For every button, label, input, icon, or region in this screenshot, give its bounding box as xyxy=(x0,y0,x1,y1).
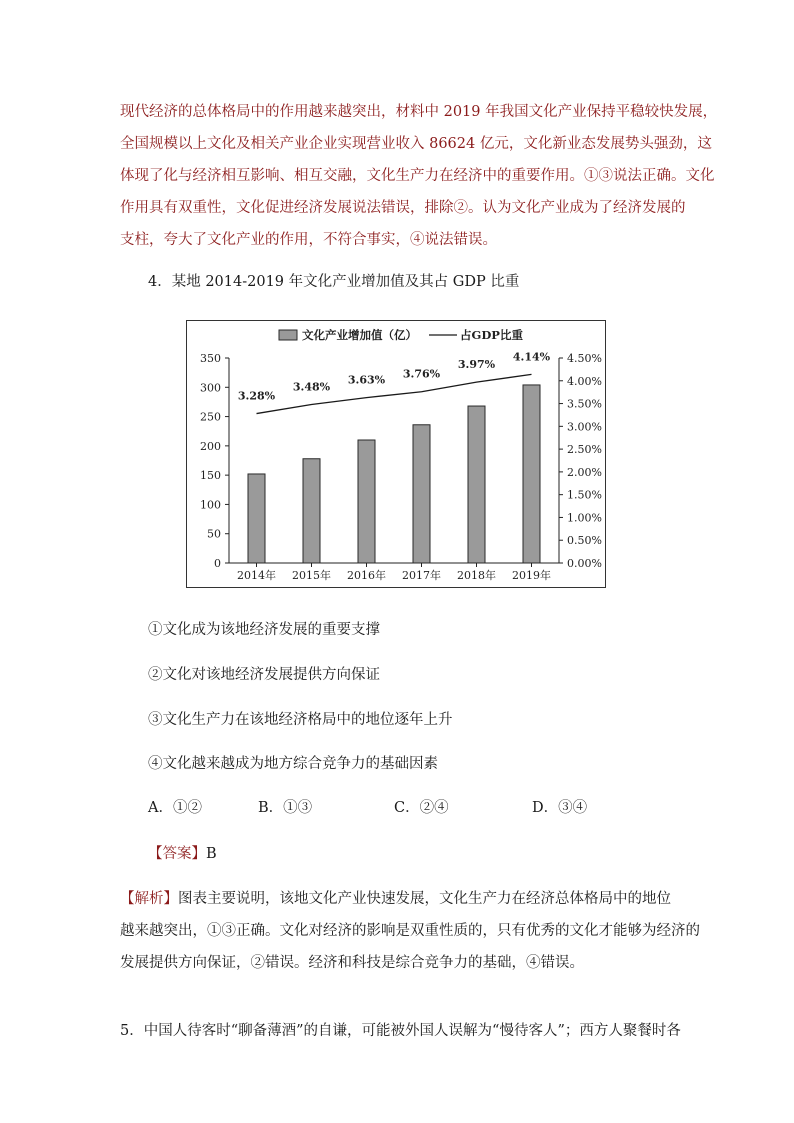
right-tick-label: 2.50% xyxy=(567,443,602,457)
analysis-line: 图表主要说明，该地文化产业快速发展，文化生产力在经济总体格局中的地位 xyxy=(178,891,671,907)
data-label: 3.28% xyxy=(237,389,276,403)
x-tick-label: 2019年 xyxy=(512,569,551,582)
intro-line: 支柱，夸大了文化产业的作用，不符合事实，④说法错误。 xyxy=(120,232,497,248)
right-tick-label: 1.00% xyxy=(567,511,602,525)
analysis-tag: 【解析】 xyxy=(120,891,178,907)
option-3: ③文化生产力在该地经济格局中的地位逐年上升 xyxy=(148,712,453,728)
answer-choices xyxy=(148,796,668,820)
data-label: 3.48% xyxy=(292,380,331,394)
option-4: ④文化越来越成为地方综合竞争力的基础因素 xyxy=(148,756,438,772)
x-tick-label: 2015年 xyxy=(292,569,331,582)
right-tick-label: 0.00% xyxy=(567,557,602,570)
analysis-line: 发展提供方向保证，②错误。经济和科技是综合竞争力的基础，④错误。 xyxy=(120,955,584,971)
analysis-paragraph xyxy=(120,883,700,979)
left-tick-label: 250 xyxy=(200,410,221,424)
data-label: 3.97% xyxy=(457,358,496,372)
left-tick-label: 50 xyxy=(207,527,221,541)
intro-paragraph xyxy=(120,96,718,256)
left-tick-label: 200 xyxy=(200,439,221,453)
bar xyxy=(358,440,375,563)
question-4-title: 4．某地 2014-2019 年文化产业增加值及其占 GDP 比重 xyxy=(148,274,520,290)
x-tick-label: 2016年 xyxy=(347,569,386,582)
answer-tag: 【答案】 xyxy=(148,846,206,862)
bar xyxy=(303,459,320,563)
x-tick-label: 2017年 xyxy=(402,569,441,582)
data-label: 3.76% xyxy=(402,367,441,381)
intro-line: 全国规模以上文化及相关产业企业实现营业收入 86624 亿元，文化新业态发展势头强劲，这 xyxy=(120,136,712,152)
left-tick-label: 0 xyxy=(214,557,221,570)
question-5-text: 5．中国人待客时“聊备薄酒”的自谦，可能被外国人误解为“慢待客人”；西方人聚餐时各 xyxy=(120,1023,681,1039)
x-tick-label: 2018年 xyxy=(457,569,496,582)
choice-b[interactable]: B．①③ xyxy=(258,800,313,816)
legend-line-label: 占GDP比重 xyxy=(460,328,523,342)
right-tick-label: 4.00% xyxy=(567,374,602,388)
choice-a[interactable]: A．①② xyxy=(148,800,202,816)
right-tick-label: 4.50% xyxy=(567,352,602,365)
answer-value: B xyxy=(206,846,217,862)
bar xyxy=(523,385,540,563)
left-tick-label: 350 xyxy=(200,352,221,365)
chart-svg xyxy=(187,321,607,589)
legend-bar-swatch xyxy=(279,330,297,340)
x-tick-label: 2014年 xyxy=(237,569,276,582)
choice-c[interactable]: C．②④ xyxy=(394,800,449,816)
option-1: ①文化成为该地经济发展的重要支撑 xyxy=(148,622,380,638)
right-tick-label: 2.00% xyxy=(567,465,602,479)
intro-line: 现代经济的总体格局中的作用越来越突出，材料中 2019 年我国文化产业保持平稳较快发展， xyxy=(120,104,718,120)
right-tick-label: 3.50% xyxy=(567,397,602,411)
right-tick-label: 3.00% xyxy=(567,420,602,434)
legend-bar-label: 文化产业增加值（亿） xyxy=(302,328,417,342)
choice-d[interactable]: D．③④ xyxy=(532,800,588,816)
left-tick-label: 300 xyxy=(200,381,221,395)
bar xyxy=(413,425,430,563)
intro-line: 作用具有双重性，文化促进经济发展说法错误，排除②。认为文化产业成为了经济发展的 xyxy=(120,200,686,216)
left-tick-label: 100 xyxy=(200,498,221,512)
bar xyxy=(248,474,265,563)
culture-industry-chart xyxy=(186,320,606,588)
answer-line xyxy=(148,842,217,863)
right-tick-label: 0.50% xyxy=(567,534,602,548)
right-tick-label: 1.50% xyxy=(567,488,602,502)
left-tick-label: 150 xyxy=(200,469,221,483)
data-label: 3.63% xyxy=(347,373,386,387)
analysis-line: 越来越突出，①③正确。文化对经济的影响是双重性质的，只有优秀的文化才能够为经济的 xyxy=(120,923,700,939)
bar xyxy=(468,406,485,563)
option-2: ②文化对该地经济发展提供方向保证 xyxy=(148,667,380,683)
intro-line: 体现了化与经济相互影响、相互交融，文化生产力在经济中的重要作用。①③说法正确。文化 xyxy=(120,168,715,184)
data-label: 4.14% xyxy=(512,350,551,364)
